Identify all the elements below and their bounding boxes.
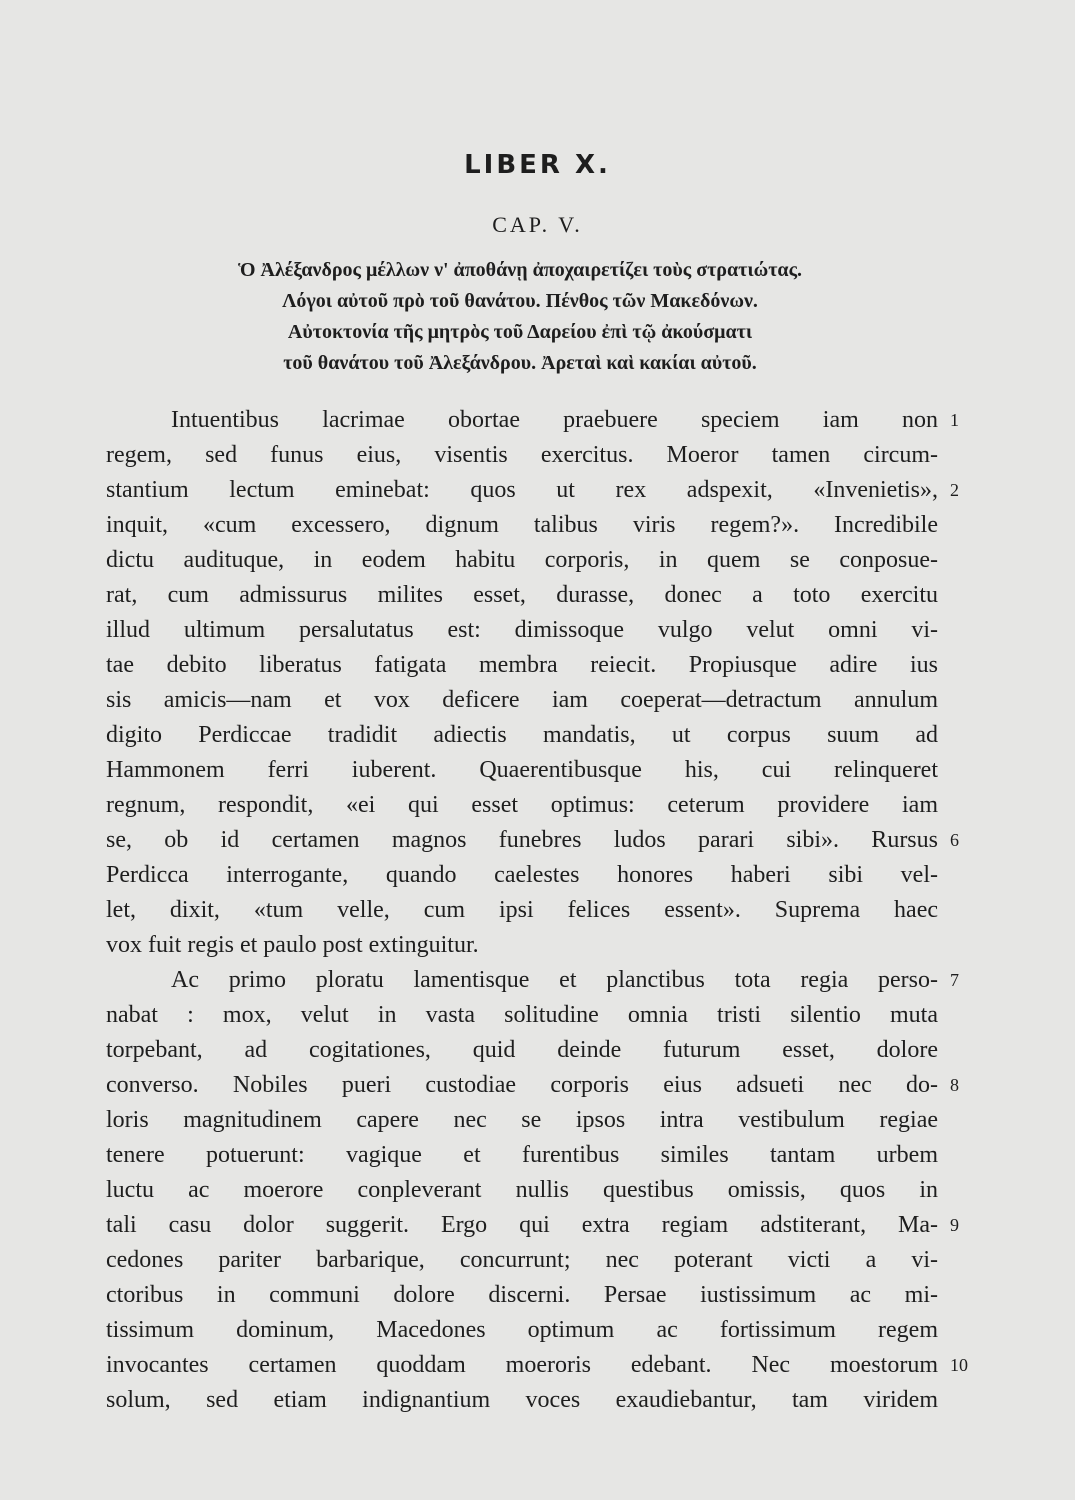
margin-number: 8 xyxy=(950,1075,959,1095)
text-line: luctu ac moerore conpleverant nullis questibus omissis, quos in xyxy=(106,1177,938,1203)
text-line: inquit, «cum excessero, dignum talibus viris regem?». Incredibile xyxy=(106,512,938,538)
margin-number: 6 xyxy=(950,830,959,850)
text-line: regem, sed funus eius, visentis exercitus. Moeror tamen circum- xyxy=(106,442,938,468)
text-line: rat, cum admissurus milites esset, durasse, donec a toto exercitu xyxy=(106,582,938,608)
text-line: se, ob id certamen magnos funebres ludos parari sibi». Rursus xyxy=(106,827,938,853)
text-line: Intuentibus lacrimae obortae praebuere speciem iam non xyxy=(171,407,938,433)
summary-line: τοῦ θανάτου τοῦ Ἀλεξάνδρου. Ἀρεταὶ καὶ κακίαι αὐτοῦ. xyxy=(283,352,757,374)
margin-number: 2 xyxy=(950,480,959,500)
text-line: vox fuit regis et paulo post extinguitur. xyxy=(106,932,479,958)
chapter-heading: CAP. V. xyxy=(492,212,583,237)
text-line: cedones pariter barbarique, concurrunt; nec poterant victi a vi- xyxy=(106,1247,938,1273)
text-line: dictu audituque, in eodem habitu corporis, in quem se conposue- xyxy=(106,547,938,573)
text-line: invocantes certamen quoddam moeroris edebant. Nec moestorum xyxy=(106,1352,938,1378)
text-line: tae debito liberatus fatigata membra reiecit. Propiusque adire ius xyxy=(106,652,938,678)
summary-line: Ὁ Ἀλέξανδρος μέλλων ν' ἀποθάνῃ ἀποχαιρετίζει τοὺς στρατιώτας. xyxy=(237,259,803,281)
text-line: Ac primo ploratu lamentisque et planctibus tota regia perso- xyxy=(171,967,938,993)
text-line: regnum, respondit, «ei qui esset optimus: ceterum providere iam xyxy=(106,792,938,818)
text-line: stantium lectum eminebat: quos ut rex adspexit, «Invenietis», xyxy=(106,477,938,503)
text-line: sis amicis—nam et vox deficere iam coeperat—detractum annulum xyxy=(106,687,938,713)
text-line: tali casu dolor suggerit. Ergo qui extra regiam adstiterant, Ma- xyxy=(106,1212,938,1238)
text-line: Perdicca interrogante, quando caelestes honores haberi sibi vel- xyxy=(106,862,938,888)
text-line: Hammonem ferri iuberent. Quaerentibusque his, cui relinqueret xyxy=(106,757,938,783)
chapter-summary xyxy=(100,255,940,379)
summary-line: Λόγοι αὐτοῦ πρὸ τοῦ θανάτου. Πένθος τῶν Μακεδόνων. xyxy=(282,290,758,312)
text-line: converso. Nobiles pueri custodiae corporis eius adsueti nec do- xyxy=(106,1072,938,1098)
text-line: let, dixit, «tum velle, cum ipsi felices essent». Suprema haec xyxy=(106,897,938,923)
body-text xyxy=(106,403,938,1418)
margin-number: 9 xyxy=(950,1215,959,1235)
text-line: ctoribus in communi dolore discerni. Persae iustissimum ac mi- xyxy=(106,1282,938,1308)
text-line: illud ultimum persalutatus est: dimissoque vulgo velut omni vi- xyxy=(106,617,938,643)
text-line: solum, sed etiam indignantium voces exaudiebantur, tam viridem xyxy=(106,1387,938,1413)
text-line: tenere potuerunt: vagique et furentibus similes tantam urbem xyxy=(106,1142,938,1168)
summary-line: Αὐτοκτονία τῆς μητρὸς τοῦ Δαρείου ἐπὶ τῷ ἀκούσματι xyxy=(287,321,753,343)
book-heading: LIBER X. xyxy=(464,150,611,180)
text-line: tissimum dominum, Macedones optimum ac fortissimum regem xyxy=(106,1317,938,1343)
margin-number: 1 xyxy=(950,410,959,430)
margin-number: 10 xyxy=(950,1355,968,1375)
text-line: digito Perdiccae tradidit adiectis mandatis, ut corpus suum ad xyxy=(106,722,938,748)
text-line: nabat : mox, velut in vasta solitudine omnia tristi silentio muta xyxy=(106,1002,938,1028)
text-line: torpebant, ad cogitationes, quid deinde futurum esset, dolore xyxy=(106,1037,938,1063)
text-line: loris magnitudinem capere nec se ipsos intra vestibulum regiae xyxy=(106,1107,938,1133)
margin-number: 7 xyxy=(950,970,959,990)
